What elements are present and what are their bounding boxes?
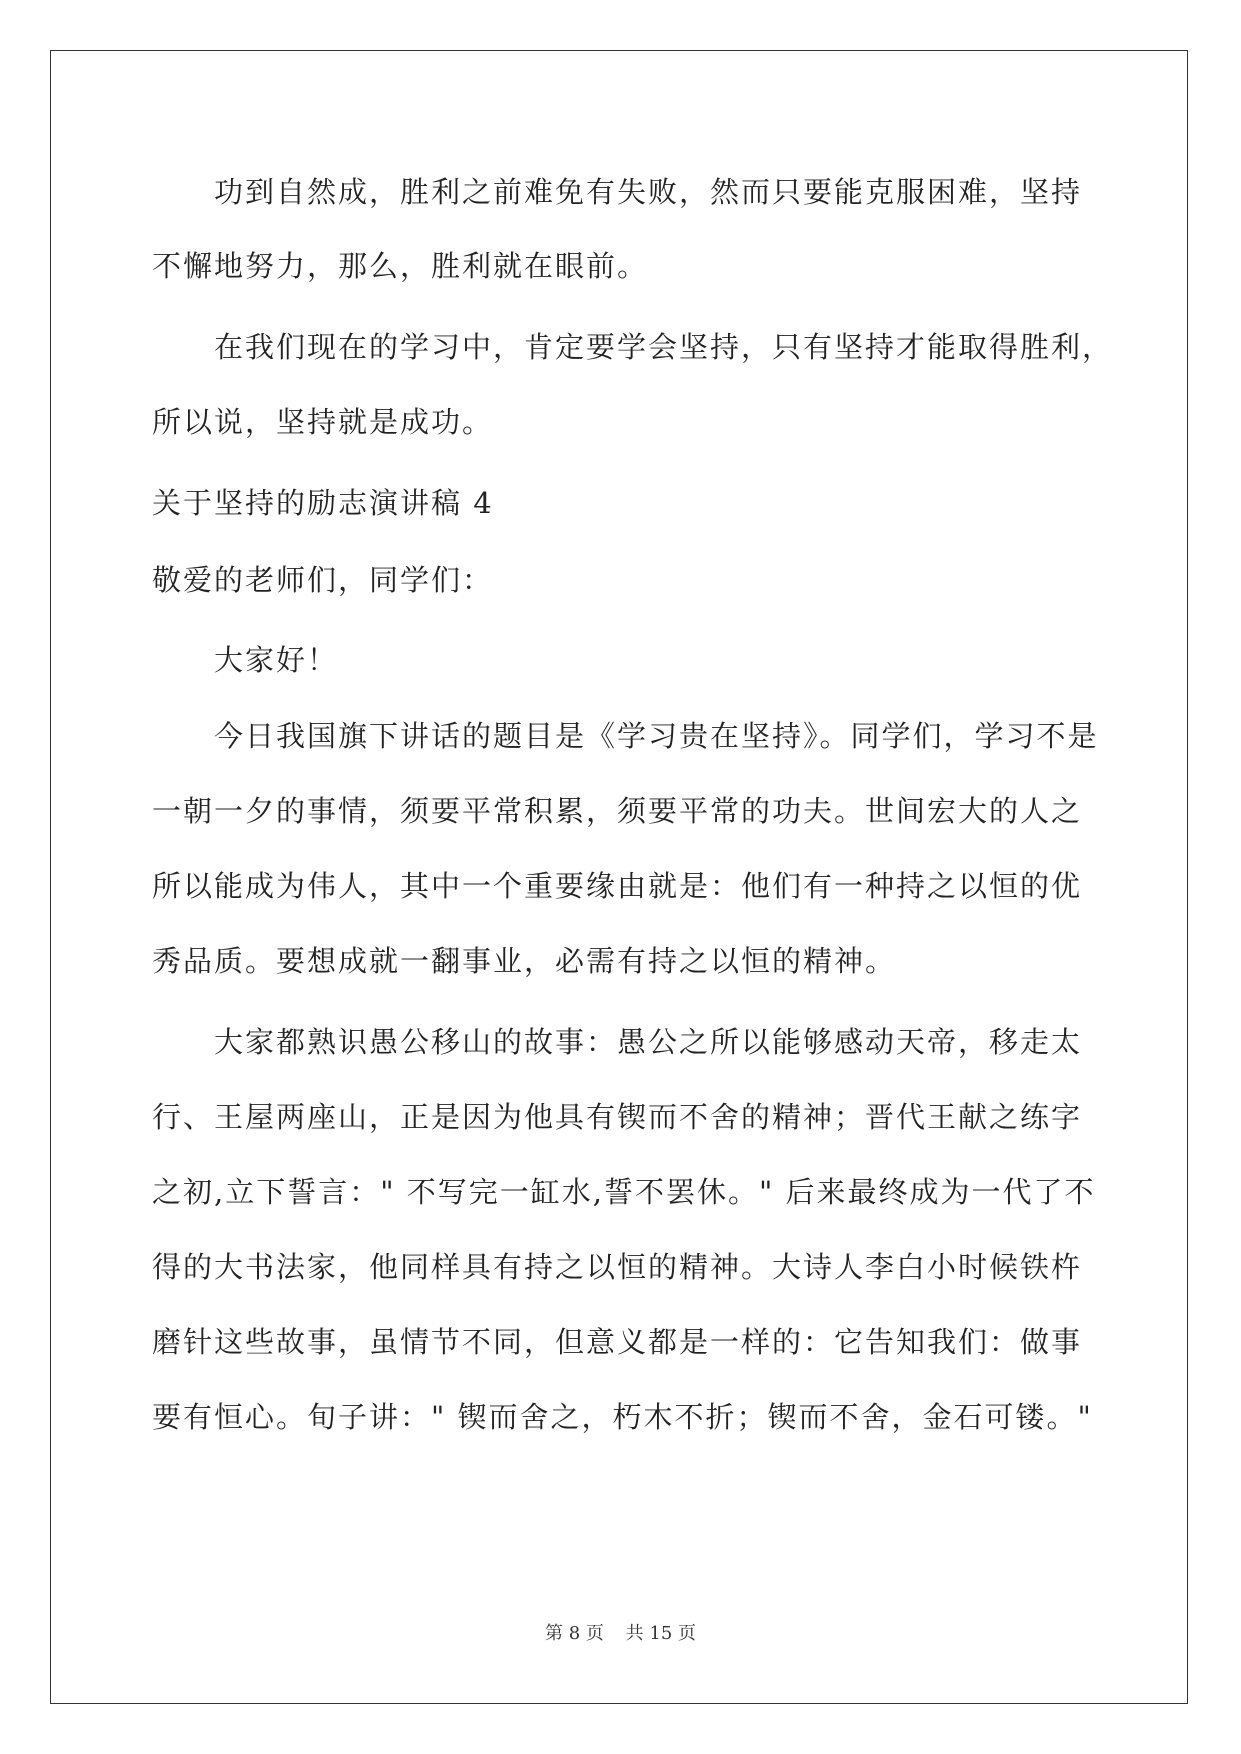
paragraph-line: 所以说，坚持就是成功。	[152, 405, 494, 439]
paragraph-line: 功到自然成，胜利之前难免有失败，然而只要能克服困难，坚持	[214, 175, 1083, 209]
paragraph-line: 得的大书法家，他同样具有持之以恒的精神。大诗人李白小时候铁杵	[152, 1250, 1083, 1284]
paragraph-line: 磨针这些故事，虽情节不同，但意义都是一样的：它告知我们：做事	[152, 1325, 1083, 1359]
page-number-total: 共 15 页	[625, 1623, 696, 1644]
paragraph-line: 大家都熟识愚公移山的故事：愚公之所以能够感动天帝，移走太	[214, 1025, 1083, 1059]
paragraph-line: 在我们现在的学习中，肯定要学会坚持，只有坚持才能取得胜利，	[214, 330, 1114, 364]
greeting: 大家好！	[214, 643, 339, 677]
paragraph-line: 之初,立下誓言：" 不写完一缸水,誓不罢休。" 后来最终成为一代了不	[152, 1175, 1096, 1209]
page-footer	[0, 1622, 1241, 1646]
paragraph-line: 秀品质。要想成就一翻事业，必需有持之以恒的精神。	[152, 944, 897, 978]
paragraph-line: 不懈地努力，那么，胜利就在眼前。	[152, 249, 649, 283]
paragraph-line: 行、王屋两座山，正是因为他具有锲而不舍的精神；晋代王献之练字	[152, 1100, 1083, 1134]
paragraph-line: 一朝一夕的事情，须要平常积累，须要平常的功夫。世间宏大的人之	[152, 794, 1083, 828]
paragraph-line: 所以能成为伟人，其中一个重要缘由就是：他们有一种持之以恒的优	[152, 869, 1083, 903]
page-number-current: 第 8 页	[545, 1623, 604, 1644]
paragraph-line: 要有恒心。旬子讲：" 锲而舍之，朽木不折；锲而不舍，金石可镂。"	[152, 1400, 1093, 1434]
paragraph-line: 今日我国旗下讲话的题目是《学习贵在坚持》。同学们，学习不是	[214, 719, 1099, 753]
salutation: 敬爱的老师们，同学们：	[152, 563, 494, 597]
section-heading: 关于坚持的励志演讲稿 4	[152, 486, 494, 520]
